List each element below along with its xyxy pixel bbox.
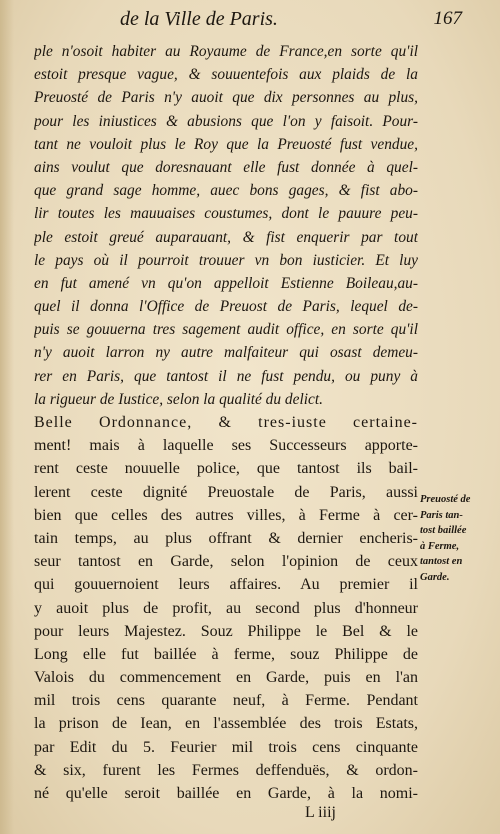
page-number: 167 [433, 8, 462, 29]
page-gutter-shadow [0, 0, 14, 834]
text-line: Belle Ordonnance, & tres-iuste certaine- [34, 414, 418, 431]
text-line: Long elle fut baillée à ferme, souz Philippe de [34, 645, 418, 663]
margin-note-line: Preuosté de [420, 494, 471, 505]
text-line: la rigueur de Iustice, selon la qualité du delict. [34, 390, 323, 408]
margin-note [420, 492, 498, 585]
text-line: en fut amené vn qu'on appelloit Estienne Boileau,au- [34, 274, 418, 292]
text-line: ment! mais à laquelle ses Successeurs apporte- [34, 437, 418, 455]
margin-note-line: tantost en [420, 556, 463, 567]
text-line: par Edit du 5. Feurier mil trois cens cinquante [34, 738, 418, 756]
text-line: rer en Paris, que tantost il ne fust pendu, ou puny à [34, 367, 418, 385]
text-line: Valois du commencement en Garde, puis en l'an [34, 669, 418, 687]
text-line: pour leurs Majestez. Souz Philippe le Bel & le [34, 622, 418, 640]
text-line: lir toutes les mauuaises coustumes, dont le pauure peu- [34, 205, 418, 223]
margin-note-line: tost baillée [420, 525, 467, 536]
text-line: ple estoit greué auparauant, & fist enquerir par tout [34, 228, 418, 246]
margin-note-line: à Ferme, [420, 540, 460, 552]
text-line: tant ne vouloit plus le Roy que la Preuosté fust vendue, [34, 135, 418, 153]
margin-note-line: Paris tan- [420, 509, 463, 521]
signature-mark: L iiij [305, 804, 336, 821]
text-line: n'y auoit larron ny autre malfaiteur qui osast demeu- [34, 344, 418, 362]
main-text [34, 40, 418, 805]
text-line: qui gouuernoient leurs affaires. Au premier il [34, 576, 418, 594]
margin-note-line: Garde. [420, 571, 450, 583]
text-line: quel il donna l'Office de Preuost de Paris, lequel de- [34, 298, 418, 316]
text-line: ains voulut que doresnauant elle fust donnée à quel- [34, 158, 418, 176]
running-title: de la Ville de Paris. [120, 8, 278, 30]
text-line: lerent ceste dignité Preuostale de Paris, aussi [34, 483, 418, 501]
page-header [100, 6, 482, 34]
text-line: ple n'osoit habiter au Royaume de France,en sorte qu'il [34, 43, 418, 60]
text-line: bien que celles des autres villes, à Ferme à cer- [34, 506, 418, 524]
text-line: y auoit plus de profit, au second plus d'honneur [34, 599, 418, 617]
text-line: pour les iniustices & abusions que l'on y faisoit. Pour- [34, 112, 418, 130]
text-line: tain temps, au plus offrant & dernier encheris- [34, 529, 418, 547]
text-line: que grand sage homme, auec bons gages, & fist abo- [34, 182, 418, 200]
quoted-passage [34, 40, 418, 411]
text-line: né qu'elle seroit baillée en Garde, à la nomi- [34, 785, 418, 802]
text-line: la prison de Iean, en l'assemblée des trois Estats, [34, 715, 418, 733]
text-line: Preuosté de Paris n'y auoit que dix personnes au plus, [34, 89, 418, 107]
text-line: puis se gouuerna tres sagement audit office, en sorte qu'il [34, 321, 418, 339]
text-line: estoit presque vague, & souuentefois aux plaids de la [34, 66, 418, 84]
text-line: le pays où il pourroit trouuer vn bon iusticier. Et luy [34, 251, 418, 269]
text-line: & six, furent les Fermes deffenduës, & ordon- [34, 761, 418, 779]
text-line: mil trois cens quarante neuf, à Ferme. Pendant [34, 692, 418, 710]
commentary-paragraph [34, 411, 418, 805]
text-line: seur tantost en Garde, selon l'opinion de ceux [34, 553, 418, 571]
text-line: rent ceste nouuelle police, que tantost ils bail- [34, 460, 418, 478]
